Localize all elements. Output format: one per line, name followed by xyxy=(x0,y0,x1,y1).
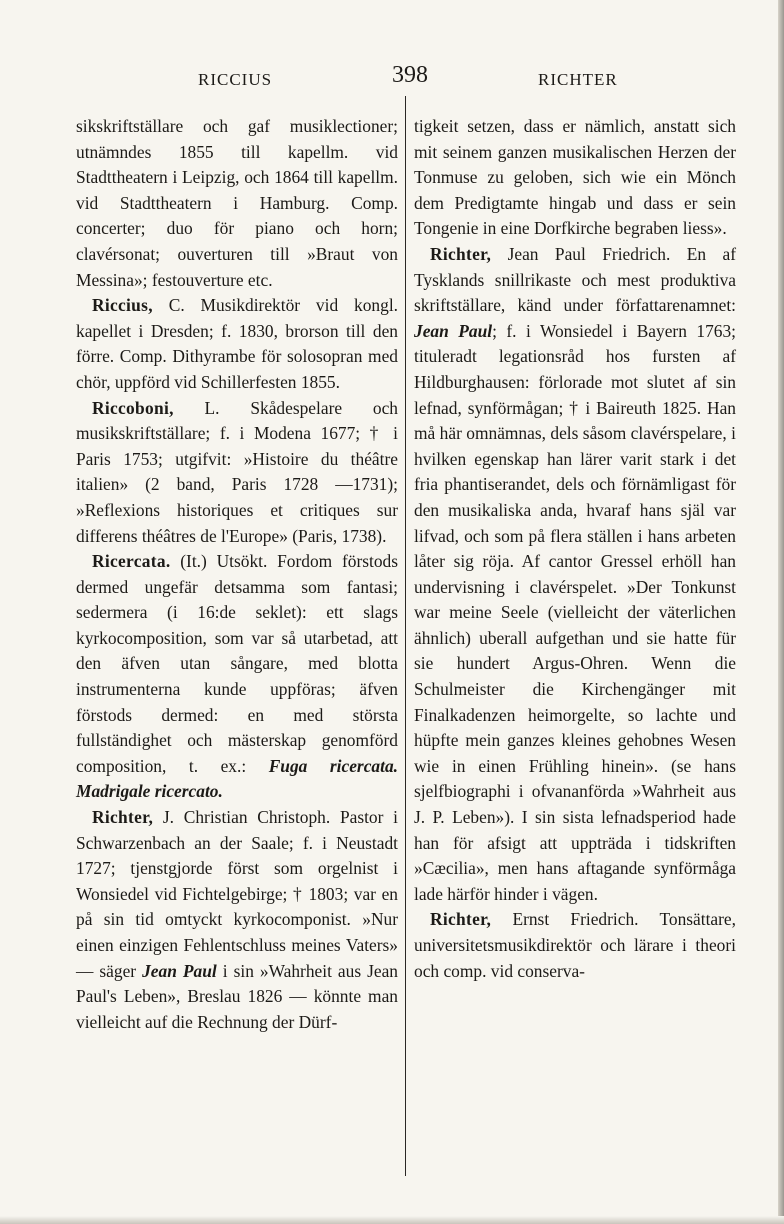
headword: Richter, xyxy=(430,909,492,930)
entry-riccoboni: Riccoboni, L. Skådespelare och musikskriftställare; f. i Modena 1677; † i Paris 1753; utgifvit: »Histoire du théâtre italien» (2 band, Paris 1728 —1731); »Reflexions historiques et critiques sur differens théâtres de l'Europe» (Paris, 1738). xyxy=(76,397,398,546)
entry-richter-ef: Richter, Ernst Friedrich. Tonsättare, universitetsmusikdirektör och lärare i theori och comp. vid conserva- xyxy=(414,909,736,981)
headword: Riccoboni, xyxy=(92,397,174,418)
headword: Richter, xyxy=(430,243,492,264)
column-divider xyxy=(405,96,406,1176)
page-number: 398 xyxy=(392,62,428,88)
headword: Richter, xyxy=(92,807,154,828)
left-column xyxy=(76,114,398,1035)
page-header xyxy=(76,62,736,96)
entry-richter-jp: Richter, Jean Paul Friedrich. En af Tysklands snillrikaste och mest produktiva skriftställare, känd under författarenamnet: Jean Paul; f. i Wonsiedel i Bayern 1763; tituleradt legationsråd hos fursten af Hildburghausen: förlorade mot slutet af sin lefnad, synförmågan; † i Baireuth 1825. Han må här omnämnas, dels såsom clavérspelare, i hvilken egenskap han lärer varit stark i det fria phantiserandet, dels och förnämligast för den musikaliska anda, hvaraf hans själ var lifvad, och som på flera ställen i hans arbeten låter sig röja. Af cantor Gressel erhöll han undervisning i clavérspelet. »Der Tonkunst war meine Seele (vielleicht der väterlichen ähnlich) uberall aufgethan und sie hatte für sie hundert Argus-Ohren. Wenn die Schulmeister die Kirchengänger mit Finalkadenzen heimorgelte, so lachte und hüpfte mein ganzes kleines gehobnes Wesen wie in einen Frühling hinein». (se hans sjelfbiographi i ofvananförda »Wahrheit aus J. P. Leben»). I sin sista lefnadsperiod hade han för afsigt att uppträda i tidskriften »Cæcilia», men hans aftagande synförmåga lade härför hinder i vägen. xyxy=(414,243,737,904)
running-head-right: RICHTER xyxy=(538,70,618,89)
page-edge-shadow xyxy=(778,0,784,1224)
headword: Ricercata. xyxy=(92,551,171,572)
entry-richter-jc: Richter, J. Christian Christoph. Pastor i Schwarzenbach an der Saale; f. i Neustadt 1727; tjenstgjorde först som orgelnist i Wonsiedel vid Fichtelgebirge; † 1803; var en på sin tid omtyckt kyrkocomponist. »Nur einen einzigen Fehlentschluss meines Vaters» — säger Jean Paul i sin »Wahrheit aus Jean Paul's Leben», Breslau 1826 — könnte man vielleicht auf die Rechnung der Dürf- xyxy=(76,807,399,1032)
headword: Riccius, xyxy=(92,295,153,316)
entry-ricercata: Ricercata. (It.) Utsökt. Fordom förstods dermed ungefär detsamma som fantasi; sedermera (i 16:de seklet): ett slags kyrkocomposition, som var så utarbetad, att den äfven utan sångare, med blotta instrumenterna kunde uppföras; äfven förstods dermed: en med största fullständighet och mästerskap genomförd composition, t. ex.: Fuga ricercata. Madrigale ricercato. xyxy=(76,551,398,802)
entry-continuation: sikskriftställare och gaf musiklectioner; utnämndes 1855 till kapellm. vid Stadttheatern i Leipzig, och 1864 till kapellm. vid Stadttheatern i Hamburg. Comp. concerter; duo för piano och horn; clavérsonat; ouverturen till »Braut von Messina»; festouverture etc. xyxy=(76,116,398,290)
italic-name: Jean Paul xyxy=(414,320,493,341)
italic-example: Fuga ricercata. Madrigale ricercato. xyxy=(76,755,398,802)
page-bottom-edge xyxy=(0,1216,784,1224)
italic-name: Jean Paul xyxy=(142,960,217,981)
running-head-left: RICCIUS xyxy=(198,70,273,89)
right-column xyxy=(414,114,736,984)
entry-riccius: Riccius, C. Musikdirektör vid kongl. kapellet i Dresden; f. 1830, brorson till den förre. Comp. Dithyrambe för solosopran med chör, uppförd vid Schillerfesten 1855. xyxy=(76,295,398,392)
entry-continuation: tigkeit setzen, dass er nämlich, anstatt sich mit seinem ganzen musikalischen Herzen der Tonmuse zu geloben, sich wie ein Mönch dem Predigtamte hingab und dass er sein Tongenie in eine Dorfkirche begraben liess». xyxy=(414,116,736,239)
